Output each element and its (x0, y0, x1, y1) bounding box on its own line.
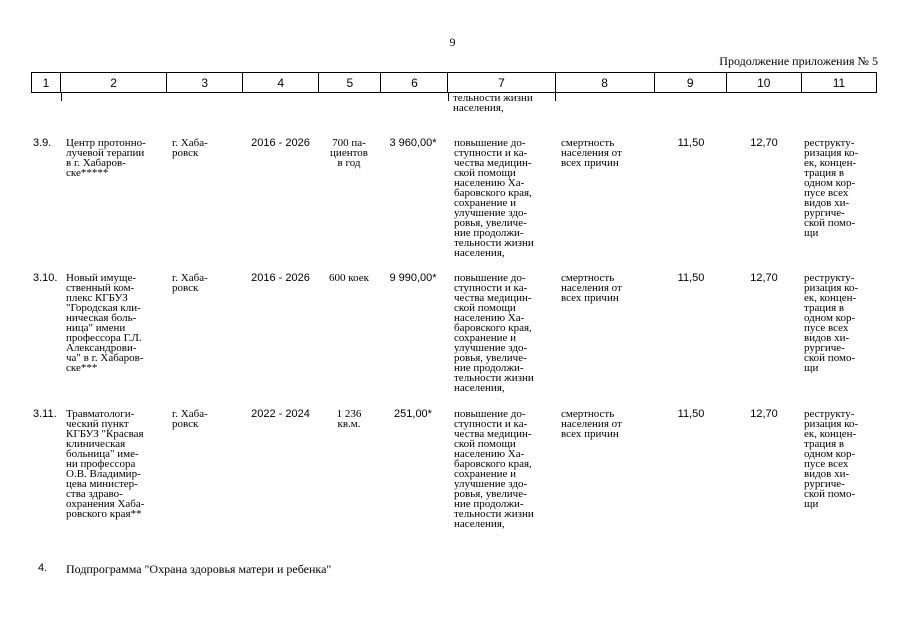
subprogram-title: Подпрограмма "Охрана здоровья матери и ребенка" (66, 562, 332, 576)
indicator: смертность населения от всех причин (561, 272, 622, 304)
indicator-value-a: 11,50 (677, 272, 705, 284)
capacity: 600 коек (329, 272, 369, 284)
appendix-continuation-note: Продолжение приложения № 5 (719, 54, 878, 68)
capacity: 1 236 кв.м. (336, 408, 362, 430)
col-header-10: 10 (726, 73, 801, 93)
indicator-value-a: 11,50 (677, 137, 705, 149)
city: г. Хаба- ровск (172, 272, 208, 294)
col-header-1: 1 (32, 73, 61, 93)
capacity: 700 па- циентов в год (330, 137, 368, 169)
col-header-2: 2 (61, 73, 167, 93)
period: 2016 - 2026 (251, 137, 310, 149)
goal: повышение до- ступности и ка- чества медицин- ской помощи населению Ха- баровского края, сохранение и улучшение здо- ровья, увеличе- ние продолжи- тельности жизни населения, (454, 272, 534, 394)
column-divider (448, 92, 449, 101)
indicator-value-b: 12,70 (750, 408, 778, 420)
goal: повышение до- ступности и ка- чества медицин- ской помощи населению Ха- баровского края, сохранение и улучшение здо- ровья, увеличе- ние продолжи- тельности жизни населения, (454, 408, 534, 530)
period: 2022 - 2024 (251, 408, 310, 420)
col-header-9: 9 (654, 73, 726, 93)
indicator: смертность населения от всех причин (561, 408, 622, 440)
cost: 251,00* (394, 408, 432, 420)
indicator-value-b: 12,70 (750, 137, 778, 149)
note: реструкту- ризация ко- ек, концен- трация в одном кор- пусе всех видов хи- рургиче- ской помо- щи (804, 137, 859, 239)
col-header-7: 7 (448, 73, 555, 93)
col-header-5: 5 (319, 73, 381, 93)
column-divider (555, 92, 556, 101)
col-header-4: 4 (243, 73, 319, 93)
indicator-value-b: 12,70 (750, 272, 778, 284)
city: г. Хаба- ровск (172, 408, 208, 430)
page-number: 9 (449, 35, 456, 49)
note: реструкту- ризация ко- ек, концен- трация в одном кор- пусе всех видов хи- рургиче- ской помо- щи (804, 408, 859, 510)
col-header-8: 8 (555, 73, 654, 93)
cost: 3 960,00* (389, 137, 437, 149)
subprogram-number: 4. (38, 562, 48, 574)
column-number-header (31, 72, 877, 93)
row-number: 3.11. (33, 408, 57, 420)
indicator: смертность населения от всех причин (561, 137, 622, 169)
column-divider (61, 92, 62, 101)
col-header-6: 6 (381, 73, 448, 93)
period: 2016 - 2026 (251, 272, 310, 284)
col-header-11: 11 (801, 73, 876, 93)
project-name: Центр протонно- лучевой терапии в г. Хабаров- ске***** (66, 137, 146, 179)
row-number: 3.9. (33, 137, 52, 149)
row-number: 3.10. (33, 272, 58, 284)
city: г. Хаба- ровск (172, 137, 208, 159)
col-header-3: 3 (167, 73, 243, 93)
project-name: Новый имуще- ственный ком- плекс КГБУЗ "Городская кли- ническая боль- ница" имени профессора Г.Л. Александрови- ча" в г. Хабаров- ске*** (66, 272, 144, 374)
goal: повышение до- ступности и ка- чества медицин- ской помощи населению Ха- баровского края, сохранение и улучшение здо- ровья, увеличе- ние продолжи- тельности жизни населения, (454, 137, 534, 259)
cost: 9 990,00* (389, 272, 437, 284)
project-name: Травматологи- ческий пункт КГБУЗ "Красвая клиническая больница" име- ни профессора О.В. Владимир- цева министер- ства здраво- охранения Хаба- ровского края** (66, 408, 145, 520)
indicator-value-a: 11,50 (677, 408, 705, 420)
note: реструкту- ризация ко- ек, концен- трация в одном кор- пусе всех видов хи- рургиче- ской помо- щи (804, 272, 859, 374)
carryover-text: тельности жизни населения, (453, 92, 533, 114)
